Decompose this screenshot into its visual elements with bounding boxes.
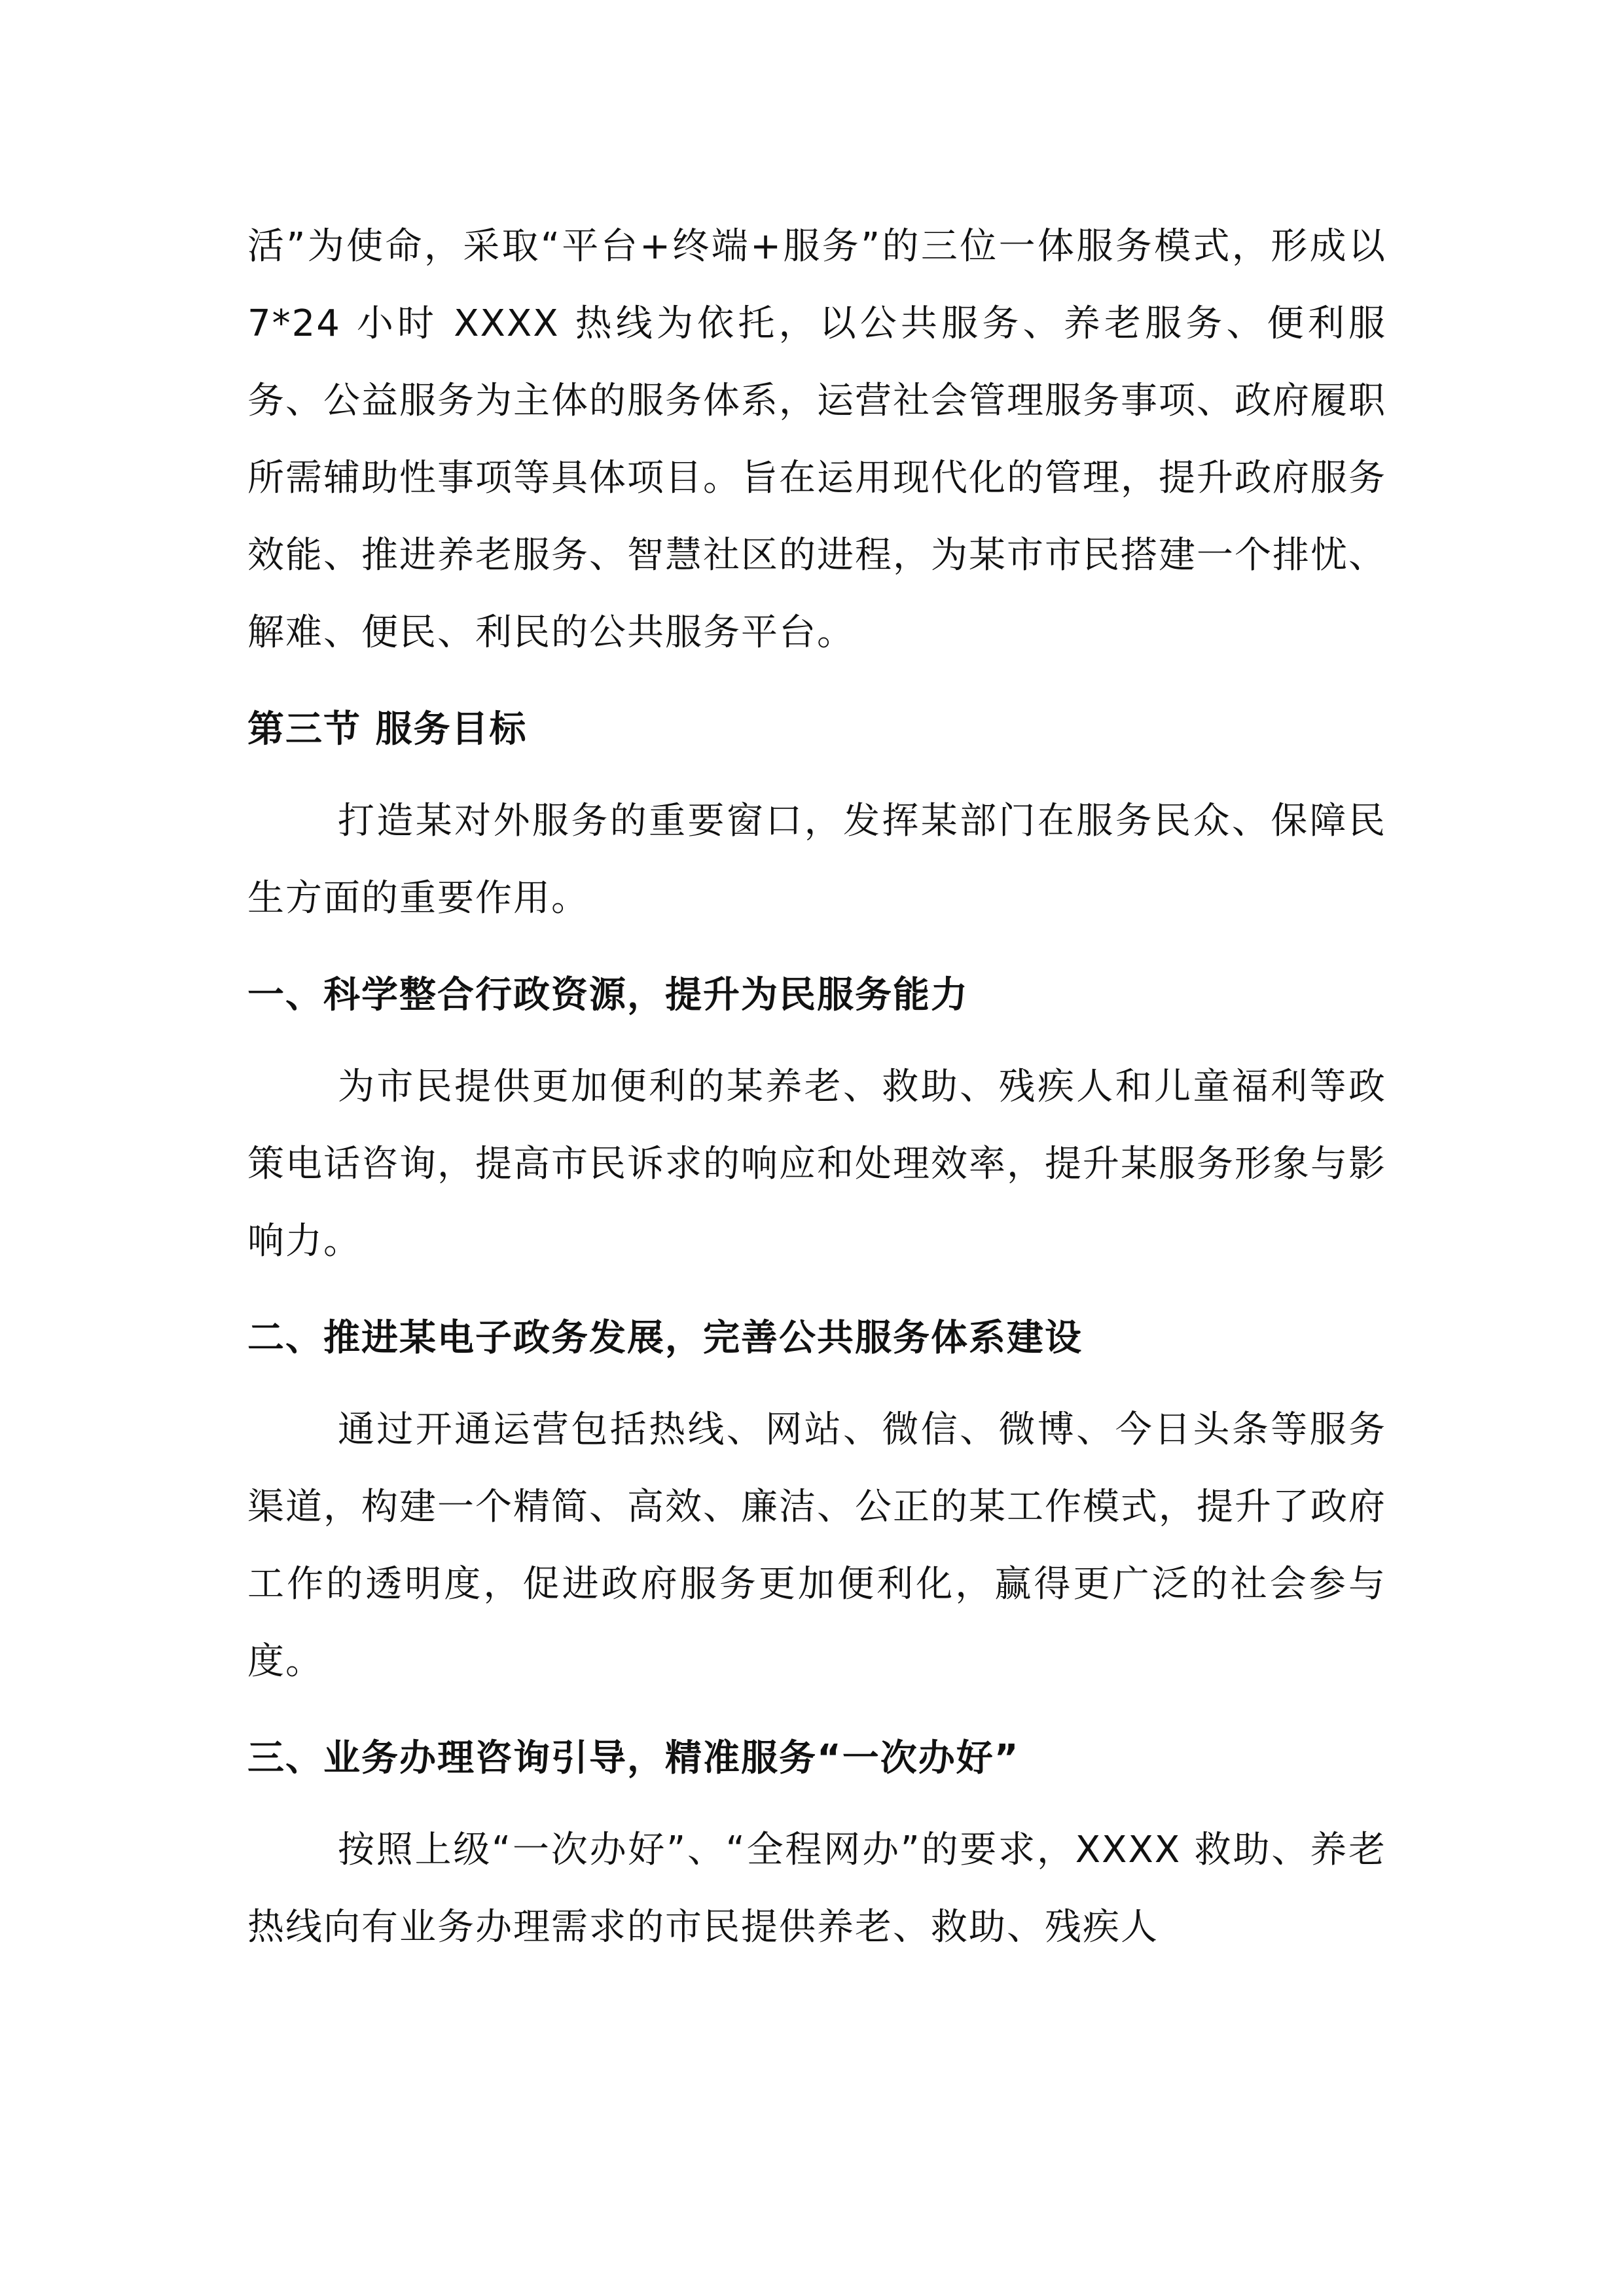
section-intro-paragraph: 打造某对外服务的重要窗口，发挥某部门在服务民众、保障民生方面的重要作用。	[247, 800, 1386, 920]
section-title: 第三节 服务目标	[247, 708, 528, 751]
item-body-3: 按照上级“一次办好”、“全程网办”的要求，XXXX 救助、养老热线向有业务办理需求的市民提供养老、救助、残疾人	[247, 1829, 1386, 1948]
document-content	[247, 208, 1386, 1966]
item-body-2: 通过开通运营包括热线、网站、微信、微博、今日头条等服务渠道，构建一个精简、高效、廉洁、公正的某工作模式，提升了政府工作的透明度，促进政府服务更加便利化，赢得更广泛的社会参与度。	[247, 1408, 1386, 1683]
item-heading-1: 一、科学整合行政资源，提升为民服务能力	[247, 974, 969, 1016]
item-heading-2: 二、推进某电子政务发展，完善公共服务体系建设	[247, 1317, 1083, 1359]
item-body-1: 为市民提供更加便利的某养老、救助、残疾人和儿童福利等政策电话咨询，提高市民诉求的响应和处理效率，提升某服务形象与影响力。	[247, 1066, 1386, 1263]
item-heading-3: 三、业务办理咨询引导，精准服务“一次办好”	[247, 1737, 1020, 1780]
intro-paragraph: 活”为使命，采取“平台+终端+服务”的三位一体服务模式，形成以 7*24 小时 XXXX 热线为依托，以公共服务、养老服务、便利服务、公益服务为主体的服务体系，运营社会管理服务事项、政府履职所需辅助性事项等具体项目。旨在运用现代化的管理，提升政府服务效能、推进养老服务、智慧社区的进程，为某市市民搭建一个排忧、解难、便民、利民的公共服务平台。	[247, 225, 1386, 654]
